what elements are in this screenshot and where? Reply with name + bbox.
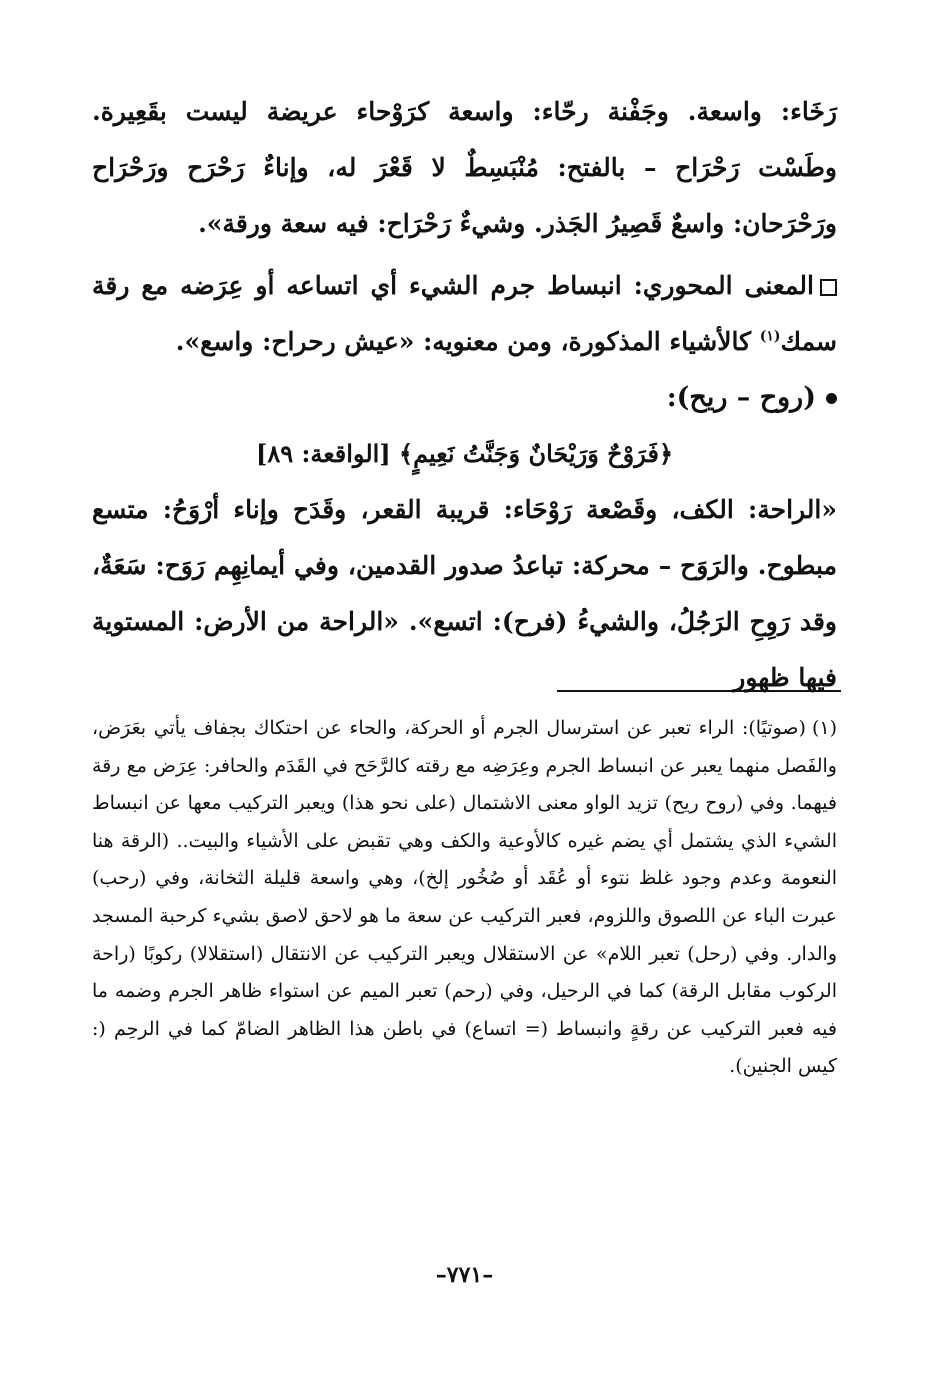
core-meaning-continuation: كالأشياء المذكورة، ومن معنويه: «عيش رحراح: واسع». bbox=[175, 327, 760, 356]
entry-heading bbox=[92, 370, 837, 426]
paragraph-rawh-definitions: «الراحة: الكف، وقَصْعة رَوْحَاء: قريبة القعر، وقَدَح وإناء أرْوَحُ: متسع مبطوح. والرَوَح – محركة: تباعدُ صدور القدمين، وفي أيمانِهِم رَوَح: سَعَةٌ، وقد رَوِحِ الرَجُلُ، والشيءُ (فرح): اتسع». «الراحة من الأرض: المستوية فيها ظهور bbox=[92, 495, 837, 692]
footnote-number: (١) bbox=[811, 717, 838, 739]
footnote-reference[interactable]: (١) bbox=[759, 328, 781, 345]
paragraph-core-meaning bbox=[92, 258, 837, 370]
bullet-icon bbox=[826, 393, 837, 404]
main-text bbox=[92, 84, 837, 706]
page-number: –٧٧١– bbox=[435, 1262, 494, 1288]
footnote-text: (صوتيًا): الراء تعبر عن استرسال الجرم أو الحركة، والحاء عن احتكاك بجفاف يأتي بعَرَض، والفَصل منهما يعبر عن انبساط الجرم وعِرَضِه مع رقته كالرَّحَح في القَدَم والحافر: عِرَض مع رقة فيهما. وفي (روح ريح) تزيد الواو معنى الاشتمال (على نحو هذا) ويعبر التركيب معها عن انبساط الشيء الذي يشتمل أي يضم غيره كالأوعية والكف وهي تقبض على الأشياء والبيت.. (الرقة هنا النعومة وعدم وجود غلظ نتوء أو عُقَد أو صُخُور إلخ)، وهي واسعة قليلة الثخانة، وفي (رحب) عبرت الباء عن اللصوق واللزوم، فعبر التركيب عن سعة ما هو لاحق لاصق بشيء كرحبة المسجد والدار. وفي (رحل) تعبر اللام» عن الاستقلال ويعبر التركيب عن الانتقال (استقلالا) ركوبًا (راحة الركوب مقابل الرقة) كما في الرحيل، وفي (رحم) تعبر الميم عن استواء ظاهر الجرم وضمه ما فيه فعبر التركيب عن رقةٍ وانبساط (= اتساع) في باطن هذا الظاهر الضامّ كما في الرحِم (: كيس الجنين). bbox=[92, 717, 837, 1078]
core-meaning-text: المعنى المحوري: انبساط جرم الشيء أي اتساعه أو عِرَضه مع رقة سمك bbox=[92, 271, 837, 356]
square-marker-icon bbox=[820, 279, 837, 296]
entry-heading-text: (روح – ريح): bbox=[666, 382, 816, 413]
paragraph-definitions: رَخَاء: واسعة. وجَفْنة رحّاء: واسعة كرَوْحاء عريضة ليست بقَعِيرة. وطَسْت رَحْرَاح – بالفتح: مُنْبَسِطٌ لا قَعْرَ له، وإناءٌ رَحْرَح ورَحْرَاح ورَحْرَحان: واسعٌ قَصِيرُ الجَذر. وشيءٌ رَحْرَاح: فيه سعة ورقة». bbox=[92, 97, 837, 238]
footnote bbox=[92, 710, 837, 1086]
quran-verse: ﴿فَرَوْحٌ وَرَيْحَانٌ وَجَنَّتُ نَعِيمٍ﴾ [الواقعة: ٨٩] bbox=[255, 439, 673, 468]
footnote-separator bbox=[557, 690, 841, 692]
